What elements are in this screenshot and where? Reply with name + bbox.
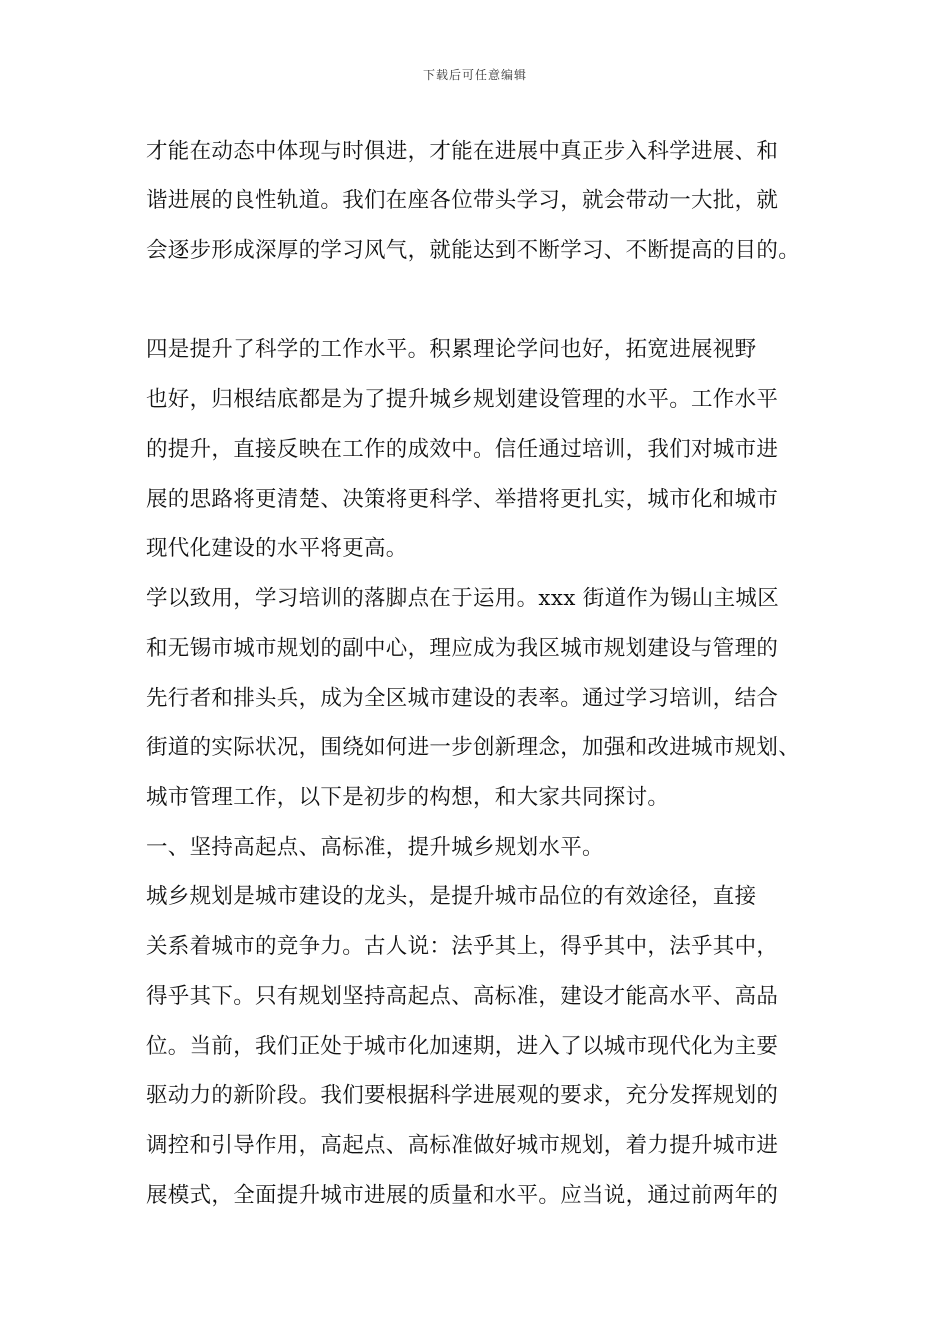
body-line: 关系着城市的竞争力。古人说：法乎其上，得乎其中，法乎其中， <box>146 934 779 959</box>
body-line: 先行者和排头兵，成为全区城市建设的表率。通过学习培训，结合 <box>146 686 779 711</box>
body-line: 谐进展的良性轨道。我们在座各位带头学习，就会带动一大批，就 <box>146 188 779 213</box>
body-line: 四是提升了科学的工作水平。积累理论学问也好，拓宽进展视野 <box>146 337 757 362</box>
body-line: 得乎其下。只有规划坚持高起点、高标准，建设才能高水平、高品 <box>146 984 779 1009</box>
body-line: 现代化建设的水平将更高。 <box>146 536 408 561</box>
page-header: 下载后可任意编辑 <box>422 68 527 82</box>
body-line: 展模式，全面提升城市进展的质量和水平。应当说，通过前两年的 <box>146 1183 779 1208</box>
body-line: 学以致用，学习培训的落脚点在于运用。xxx 街道作为锡山主城区 <box>146 586 780 611</box>
body-line: 才能在动态中体现与时俱进，才能在进展中真正步入科学进展、和 <box>146 139 779 164</box>
body-line: 和无锡市城市规划的副中心，理应成为我区城市规划建设与管理的 <box>146 636 779 661</box>
section-heading: 一、坚持高起点、高标准，提升城乡规划水平。 <box>146 835 604 860</box>
body-line: 位。当前，我们正处于城市化加速期，进入了以城市现代化为主要 <box>146 1034 779 1059</box>
body-line: 展的思路将更清楚、决策将更科学、举措将更扎实，城市化和城市 <box>146 487 779 512</box>
body-line: 的提升，直接反映在工作的成效中。信任通过培训，我们对城市进 <box>146 437 779 462</box>
body-line: 会逐步形成深厚的学习风气，就能达到不断学习、不断提高的目的。 <box>146 238 801 263</box>
body-line: 驱动力的新阶段。我们要根据科学进展观的要求，充分发挥规划的 <box>146 1083 779 1108</box>
body-line: 也好，归根结底都是为了提升城乡规划建设管理的水平。工作水平 <box>146 387 779 412</box>
body-line: 调控和引导作用，高起点、高标准做好城市规划，着力提升城市进 <box>146 1133 779 1158</box>
body-line: 城乡规划是城市建设的龙头，是提升城市品位的有效途径，直接 <box>146 884 757 909</box>
body-line: 街道的实际状况，围绕如何进一步创新理念，加强和改进城市规划、 <box>146 735 801 760</box>
body-line: 城市管理工作，以下是初步的构想，和大家共同探讨。 <box>146 785 670 810</box>
